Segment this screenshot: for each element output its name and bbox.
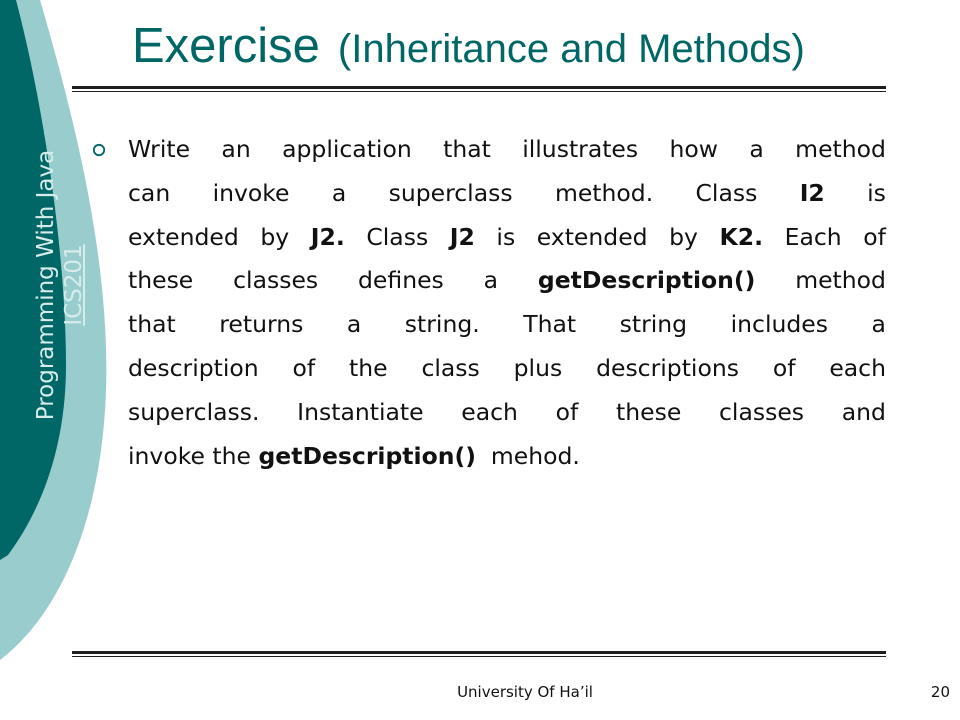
paragraph-line: these classes defines a getDescription() method xyxy=(128,259,886,303)
slide-title xyxy=(132,14,932,78)
slide-title-sub: (Inheritance and Methods) xyxy=(337,27,805,71)
hollow-circle-bullet-icon xyxy=(92,143,106,157)
paragraph-line: that returns a string. That string includes a xyxy=(128,310,886,339)
sidebar-course-label xyxy=(32,55,88,515)
paragraph-line: Write an application that illustrates how a method xyxy=(128,135,886,163)
class-name-j2: J2 xyxy=(449,222,475,251)
slide-title-main: Exercise xyxy=(132,19,320,73)
sidebar-course-code: ICS201 xyxy=(61,244,87,326)
paragraph-line: invoke the getDescription() mehod. xyxy=(128,441,580,470)
top-divider xyxy=(72,86,886,92)
bottom-divider xyxy=(72,651,886,657)
class-name-k2: K2. xyxy=(719,222,764,251)
sidebar-course-title: Programming With Java xyxy=(33,149,59,421)
paragraph-line: can invoke a superclass method. Class I2 is xyxy=(128,172,886,216)
footer-university: University Of Ha’il xyxy=(457,683,593,701)
paragraph-line: superclass. Instantiate each of these classes and xyxy=(128,397,886,426)
method-name: getDescription() xyxy=(537,266,756,295)
class-name-j2: J2. xyxy=(310,222,345,251)
page-number: 20 xyxy=(930,683,950,701)
class-name-i2: I2 xyxy=(799,178,825,207)
paragraph-line: extended by J2. Class J2 is extended by K2. Each of xyxy=(128,216,886,260)
bullet-paragraph xyxy=(128,128,886,478)
method-name: getDescription() xyxy=(258,441,476,470)
paragraph-line: description of the class plus descriptions of each xyxy=(128,353,886,382)
